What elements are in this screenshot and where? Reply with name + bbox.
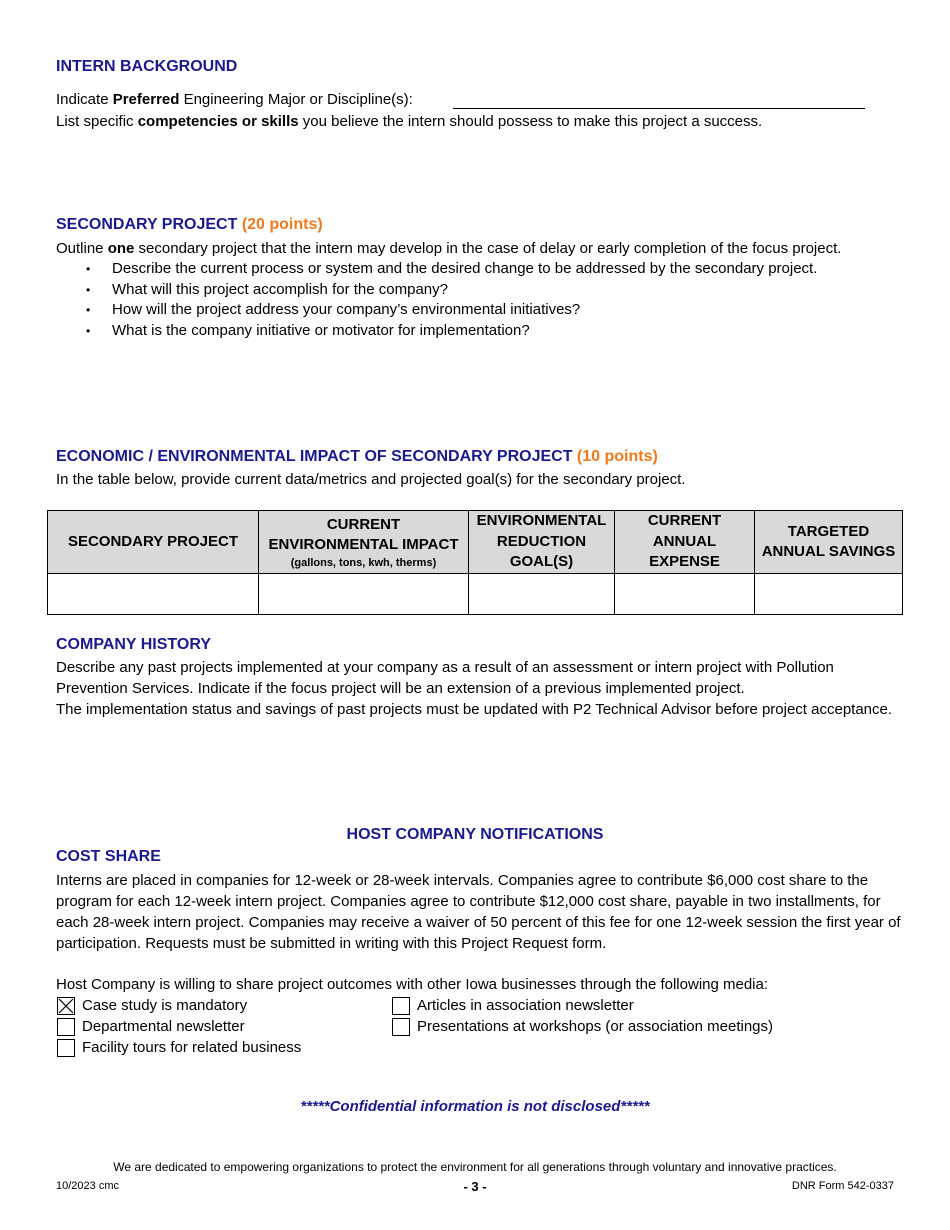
option-label: Articles in association newsletter [417,997,634,1014]
cost-share-heading: COST SHARE [56,848,161,865]
economic-impact-heading: ECONOMIC / ENVIRONMENTAL IMPACT OF SECONDARY PROJECT (10 points) [56,448,658,465]
confidential-notice: *****Confidential information is not disclosed***** [300,1098,650,1115]
secondary-project-bullets [56,259,817,341]
option-label: Departmental newsletter [82,1018,245,1035]
secondary-project-cell[interactable] [48,574,259,615]
col-environmental-reduction-goals: ENVIRONMENTAL REDUCTION GOAL(S) [469,511,615,574]
checked-x-icon [58,998,74,1014]
articles-newsletter-checkbox[interactable] [392,997,410,1015]
col-units-note: (gallons, tons, kwh, therms) [290,556,437,569]
bullet-item: • What is the company initiative or motivator for implementation? [56,321,817,342]
option-label: Case study is mandatory [82,997,248,1014]
option-label: Presentations at workshops (or association meetings) [417,1018,774,1035]
economic-impact-intro: In the table below, provide current data/metrics and projected goal(s) for the secondary project. [56,471,686,488]
cost-share-paragraph: Interns are placed in companies for 12-week or 28-week intervals. Companies agree to contribute $6,000 cost share to the program for each 12-week intern project. Companies agree to contribute $12,000 cost share, payable in two installments, for each 28-week intern project. Companies may receive a waiver of 50 percent of this fee for one 12-week session the first year of participation. Requests must be submitted in writing with this Project Request form. [56,872,901,952]
skills-instruction: List specific competencies or skills you believe the intern should possess to make this project a success. [56,113,763,130]
company-history-paragraph: Describe any past projects implemented at your company as a result of an assessment or intern project with Pollution Prevention Services. Indicate if the focus project will be an extension of a previous implemented project. [56,659,834,697]
host-company-notifications-heading: HOST COMPANY NOTIFICATIONS [346,826,604,843]
facility-tours-checkbox[interactable] [57,1039,75,1057]
economic-impact-points: (10 points) [576,448,658,465]
secondary-project-heading: SECONDARY PROJECT (20 points) [56,216,323,233]
current-impact-cell[interactable] [259,574,469,615]
annual-savings-cell[interactable] [755,574,903,615]
bullet-item: • How will the project address your company’s environmental initiatives? [56,300,817,321]
company-history-heading: COMPANY HISTORY [56,636,211,653]
case-study-checkbox[interactable] [57,997,75,1015]
preferred-major-field[interactable] [453,108,865,109]
option-facility-tours [57,1037,301,1058]
table-row [48,574,903,615]
option-case-study [57,995,247,1016]
col-current-environmental-impact: CURRENT ENVIRONMENTAL IMPACT (gallons, tons, kwh, therms) [259,511,469,574]
col-current-annual-expense: CURRENT ANNUAL EXPENSE [615,511,755,574]
option-label: Facility tours for related business [82,1039,302,1056]
departmental-newsletter-checkbox[interactable] [57,1018,75,1036]
bullet-item: • What will this project accomplish for the company? [56,280,817,301]
footer-mission: We are dedicated to empowering organizations to protect the environment for all generations through voluntary and innovative practices. [113,1160,837,1174]
reduction-goal-cell[interactable] [469,574,615,615]
form-number: DNR Form 542-0337 [791,1180,894,1192]
secondary-project-intro: Outline one secondary project that the intern may develop in the case of delay or early completion of the focus project. [56,240,842,257]
preferred-major-label: Indicate Preferred Engineering Major or Discipline(s): [56,91,413,108]
option-articles-newsletter [392,995,634,1016]
col-targeted-annual-savings: TARGETED ANNUAL SAVINGS [755,511,903,574]
annual-expense-cell[interactable] [615,574,755,615]
col-secondary-project: SECONDARY PROJECT [48,511,259,574]
presentations-checkbox[interactable] [392,1018,410,1036]
impact-table [47,510,903,615]
page-number: - 3 - [463,1179,487,1194]
option-presentations [392,1016,773,1037]
bullet-item: • Describe the current process or system and the desired change to be addressed by the secondary project. [56,259,817,280]
table-header-row [48,511,903,574]
intern-background-heading: INTERN BACKGROUND [56,58,238,75]
company-history-paragraph-2: The implementation status and savings of past projects must be updated with P2 Technical Advisor before project acceptance. [56,701,893,718]
media-intro: Host Company is willing to share project outcomes with other Iowa businesses through the following media: [56,976,769,993]
secondary-project-points: (20 points) [241,216,323,233]
footer-date-code: 10/2023 cmc [56,1180,119,1192]
option-departmental-newsletter [57,1016,245,1037]
